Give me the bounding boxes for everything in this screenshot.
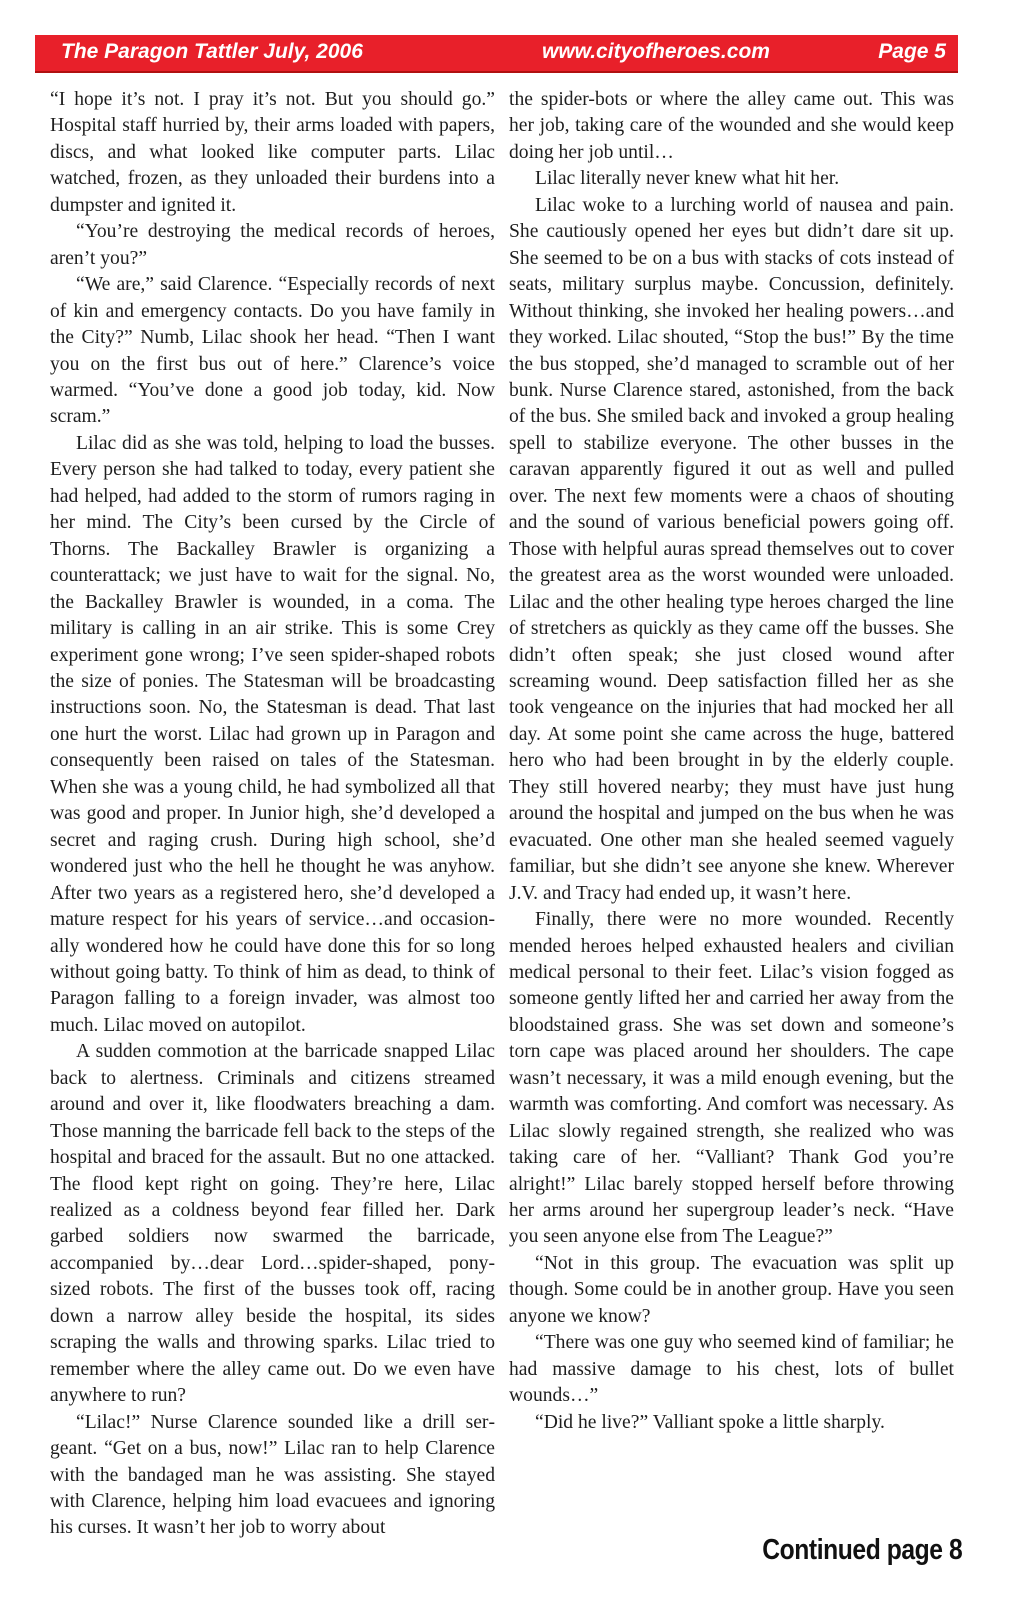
- paragraph: “Not in this group. The evacuation was split up though. Some could be in another group. Have you seen anyone we know?: [509, 1252, 954, 1327]
- paragraph: “Did he live?” Valliant spoke a little sharply.: [535, 1411, 885, 1433]
- page-number: Page 5: [878, 40, 946, 63]
- paragraph: A sudden commotion at the barricade snapped Lilac back to alertness. Criminals and citizens streamed around and over it, like floodwaters breaching a dam. Those manning the barricade fell back to the steps of the hospital and braced for the assault. But no one attacked. The flood kept right on going. They’re here, Lilac realized as a coldness beyond fear filled her. Dark garbed soldiers now swarmed the barricade, accompanied by…dear Lord…spider-shaped, pony-sized robots. The first of the busses took off, racing down a narrow alley beside the hospital, its sides scraping the walls and throwing sparks. Lilac tried to remember where the alley came out. Do we even have anywhere to run?: [50, 1041, 495, 1407]
- continued-notice: Continued page 8: [761, 1534, 962, 1566]
- paragraph: “Lilac!” Nurse Clarence sounded like a drill sergeant. “Get on a bus, now!” Lilac ran to help Clarence with the bandaged man he was assisting. She stayed with Clarence, helping him load evacuees and ignoring his curses. It wasn’t her job to worry about: [50, 1411, 495, 1539]
- paragraph: the spider-bots or where the alley came out. This was her job, taking care of the wounded and she would keep doing her job until…: [509, 89, 954, 163]
- paragraph: “I hope it’s not. I pray it’s not. But you should go.” Hospital staff hurried by, their arms loaded with papers, discs, and what looked like computer parts. Lilac watched, frozen, as they unloaded their burdens into a dumpster and ignited it.: [50, 89, 495, 216]
- paragraph: “There was one guy who seemed kind of familiar; he had massive damage to his chest, lots of bullet wounds…”: [509, 1332, 954, 1407]
- paragraph: “You’re destroying the medical records of heroes, aren’t you?”: [50, 221, 495, 269]
- paragraph: “We are,” said Clarence. “Especially records of next of kin and emergency contacts. Do you have family in the City?” Numb, Lilac shook her head. “Then I want you on the first bus out of here.” Clarence’s voice warmed. “You’ve done a good job today, kid. Now scram.”: [50, 274, 495, 428]
- paragraph: Lilac woke to a lurching world of nausea and pain. She cautiously opened her eyes but didn’t dare sit up. She seemed to be on a bus with stacks of cots instead of seats, military surplus maybe. Concussion, definitely. Without thinking, she invoked her healing powers…and they worked. Lilac shouted, “Stop the bus!” By the time the bus stopped, she’d managed to scramble out of her bunk. Nurse Clarence stared, astonished, from the back of the bus. She smiled back and invoked a group healing spell to stabilize everyone. The other busses in the caravan apparently figured it out as well and pulled over. The next few moments were a chaos of shouting and the sound of various beneficial powers going off. Those with helpful auras spread themselves out to cover the greatest area as the worst wounded were unloaded. Lilac and the other healing type heroes charged the line of stretchers as quickly as they came off the busses. She didn’t often speak; she just closed wound after screaming wound. Deep satisfaction filled her as she took vengeance on the injuries that had mocked her all day. At some point she came across the huge, battered hero who had been brought in by the elderly couple. They still hovered nearby; they must have just hung around the hospital and jumped on the bus when he was evacuated. One other man she healed seemed vaguely familiar, but she didn’t see anyone she knew. Wherever J.V. and Tracy had ended up, it wasn’t here.: [509, 194, 954, 904]
- website-link[interactable]: www.cityofheroes.com: [542, 40, 770, 63]
- paragraph: Lilac literally never knew what hit her.: [535, 168, 840, 190]
- paragraph: Lilac did as she was told, helping to load the busses. Every person she had talked to today, every patient she had helped, had added to the storm of rumors raging in her mind. The City’s been cursed by the Circle of Thorns. The Backalley Brawler is organizing a counterattack; we just have to wait for the signal. No, the Backalley Brawler is wounded, in a coma. The military is calling in an air strike. This is some Crey experiment gone wrong; I’ve seen spider-shaped robots the size of ponies. The Statesman will be broadcasting instructions soon. No, the Statesman is dead. That last one hurt the worst. Lilac had grown up in Paragon and consequently been raised on tales of the Statesman. When she was a young child, he had symbolized all that was good and proper. In Junior high, she’d developed a secret and raging crush. During high school, she’d wondered just who the hell he thought he was anyhow. After two years as a registered hero, she’d developed a mature respect for his years of service…and occasionally wondered how he could have done this for so long without going batty. To think of him as dead, to think of Paragon falling to a foreign invader, was almost too much. Lilac moved on autopilot.: [50, 432, 495, 1036]
- left-column: [50, 87, 495, 1542]
- newsletter-title: The Paragon Tattler July, 2006: [61, 40, 363, 63]
- page-header-banner: [35, 35, 958, 73]
- paragraph: Finally, there were no more wounded. Recently mended heroes helped exhausted healers and civilian medical personal to their feet. Lilac’s vision fogged as someone gently lifted her and carried her away from the bloodstained grass. She was set down and someone’s torn cape was placed around her shoulders. The cape wasn’t necessary, it was a mild enough evening, but the warmth was comforting. And comfort was necessary. As Lilac slowly regained strength, she realized who was taking care of her. “Valliant? Thank God you’re alright!” Lilac barely stopped herself before throwing her arms around her supergroup leader’s neck. “Have you seen anyone else from The League?”: [509, 909, 954, 1248]
- right-column: [509, 87, 954, 1436]
